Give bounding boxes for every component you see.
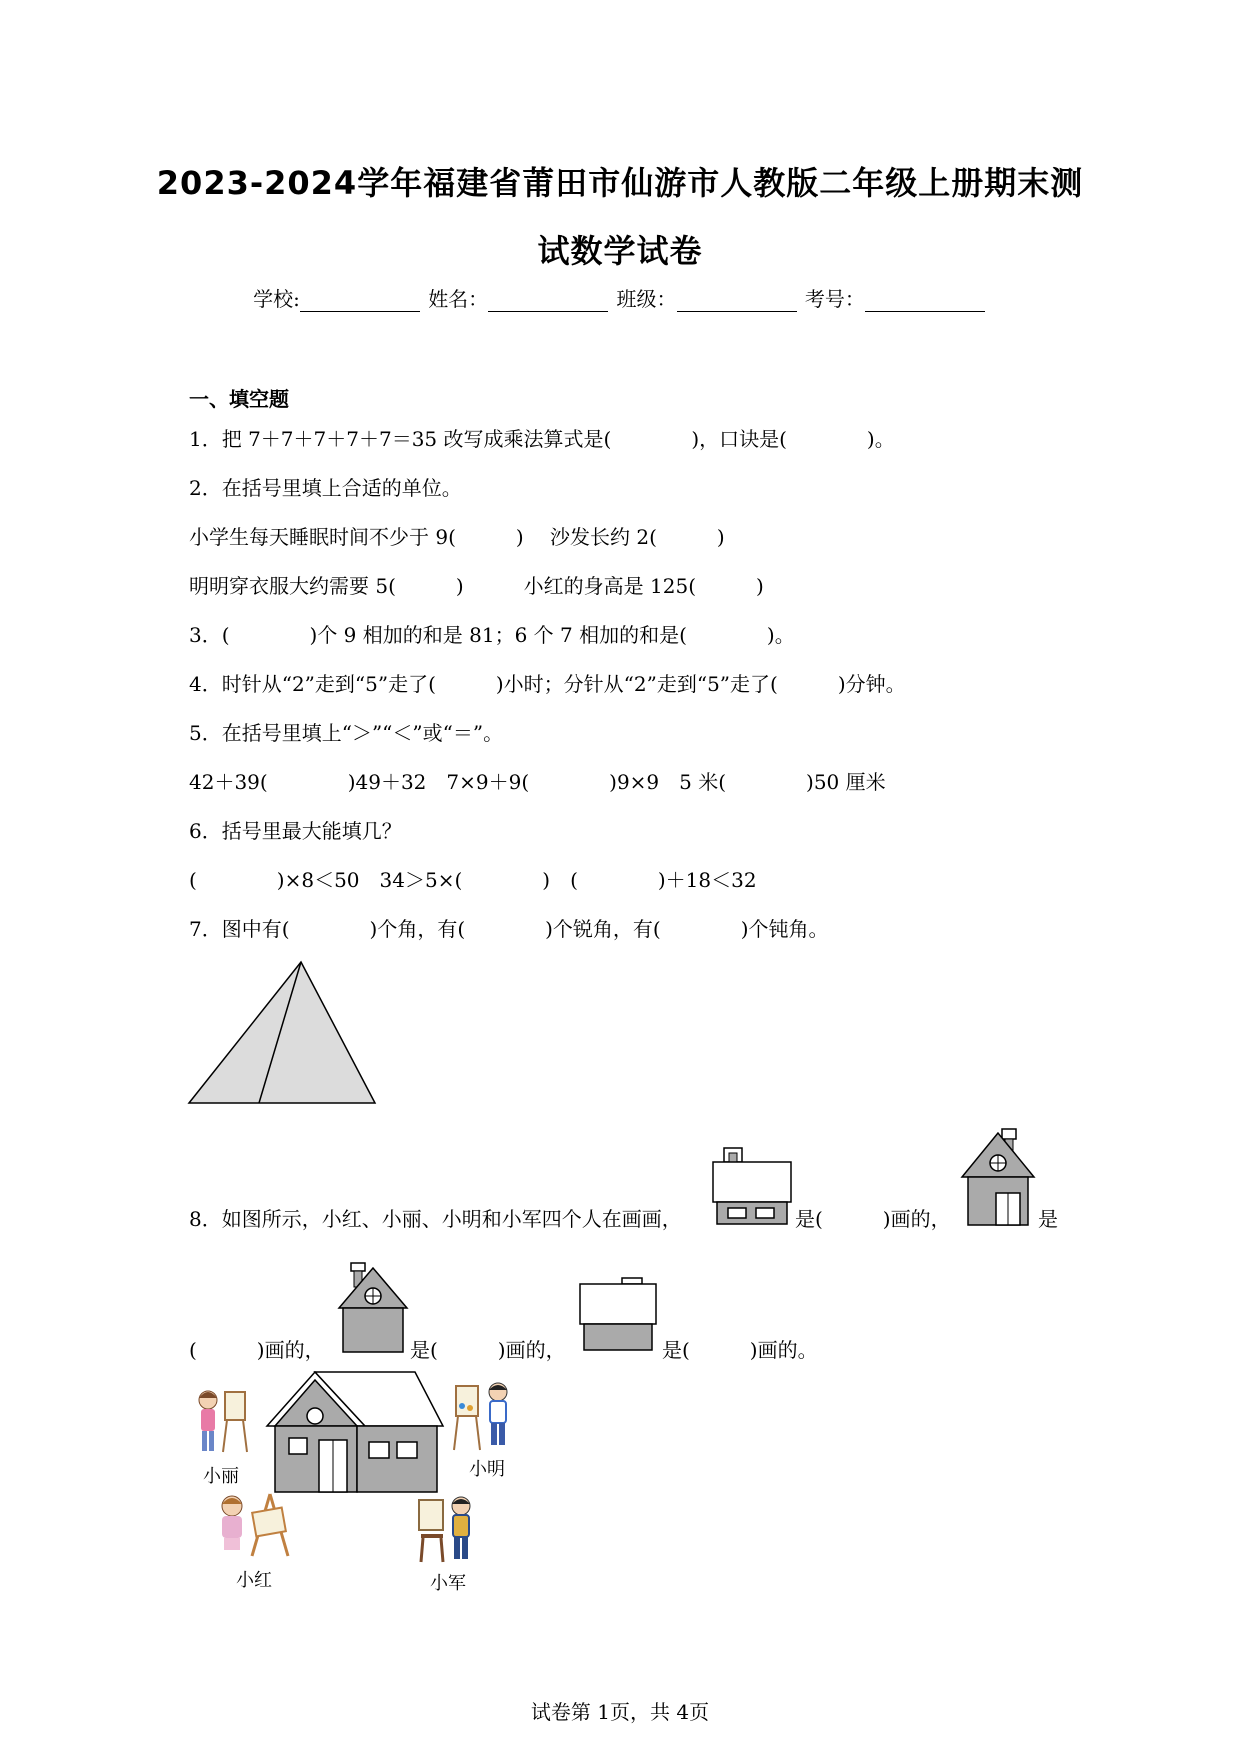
question-8-blank-3: 是( )画的，	[410, 1338, 566, 1362]
question-8-blank-4: 是( )画的。	[662, 1338, 818, 1362]
house-gable-icon	[337, 1262, 409, 1354]
class-field[interactable]	[677, 291, 797, 312]
house-snow-roof-icon	[712, 1147, 792, 1227]
question-1: 1．把 7＋7＋7＋7＋7＝35 改写成乘法算式是( )，口诀是( )。	[189, 427, 895, 451]
name-field[interactable]	[488, 291, 608, 312]
question-5-line-a: 42＋39( )49＋32 7×9＋9( )9×9 5 米( )50 厘米	[189, 770, 886, 794]
school-field[interactable]	[300, 291, 420, 312]
school-label: 学校:	[253, 287, 300, 311]
question-4: 4．时针从“2”走到“5”走了( )小时；分针从“2”走到“5”走了( )分钟。	[189, 672, 906, 696]
house-side-view-icon	[960, 1127, 1036, 1227]
page-title-line1: 2023-2024学年福建省莆田市仙游市人教版二年级上册期末测	[156, 164, 1084, 202]
section-heading-fill-in: 一、填空题	[189, 387, 289, 411]
question-8-blank-2: ( )画的，	[189, 1338, 325, 1362]
label-xiaoming: 小明	[469, 1459, 505, 1480]
house-scene-illustration	[265, 1368, 445, 1498]
question-8: 8．如图所示，小红、小丽、小明和小军四个人在画画，	[189, 1207, 682, 1231]
page-footer: 试卷第 1页，共 4页	[530, 1700, 710, 1724]
label-xiaojun: 小军	[430, 1573, 466, 1594]
page-title-line2: 试数学试卷	[537, 232, 703, 270]
student-info-row	[0, 283, 1240, 312]
triangle-figure	[188, 960, 378, 1105]
xiaoli-painter-icon	[193, 1386, 251, 1456]
xiaojun-painter-icon	[417, 1494, 479, 1564]
question-7: 7．图中有( )个角，有( )个锐角，有( )个钝角。	[189, 917, 829, 941]
label-xiaoli: 小丽	[203, 1466, 239, 1487]
class-label: 班级：	[616, 287, 677, 311]
exam-no-field[interactable]	[865, 291, 985, 312]
question-5: 5．在括号里填上“＞”“＜”或“＝”。	[189, 721, 504, 745]
label-xiaohong: 小红	[236, 1570, 272, 1591]
question-2: 2．在括号里填上合适的单位。	[189, 476, 462, 500]
question-3: 3．( )个 9 相加的和是 81；6 个 7 相加的和是( )。	[189, 623, 795, 647]
question-6-line-a: ( )×8＜50 34＞5×( ) ( )＋18＜32	[189, 868, 757, 892]
question-6: 6．括号里最大能填几？	[189, 819, 402, 843]
question-8-blank-1: 是( )画的，	[795, 1207, 951, 1231]
xiaohong-painter-icon	[210, 1490, 294, 1560]
question-2-line-a: 小学生每天睡眠时间不少于 9( ) 沙发长约 2( )	[189, 525, 725, 549]
question-2-line-b: 明明穿衣服大约需要 5( ) 小红的身高是 125( )	[189, 574, 764, 598]
name-label: 姓名：	[428, 287, 489, 311]
exam-no-label: 考号：	[804, 287, 865, 311]
xiaoming-painter-icon	[452, 1380, 514, 1452]
question-8-is: 是	[1038, 1207, 1058, 1231]
house-back-view-icon	[578, 1277, 658, 1352]
